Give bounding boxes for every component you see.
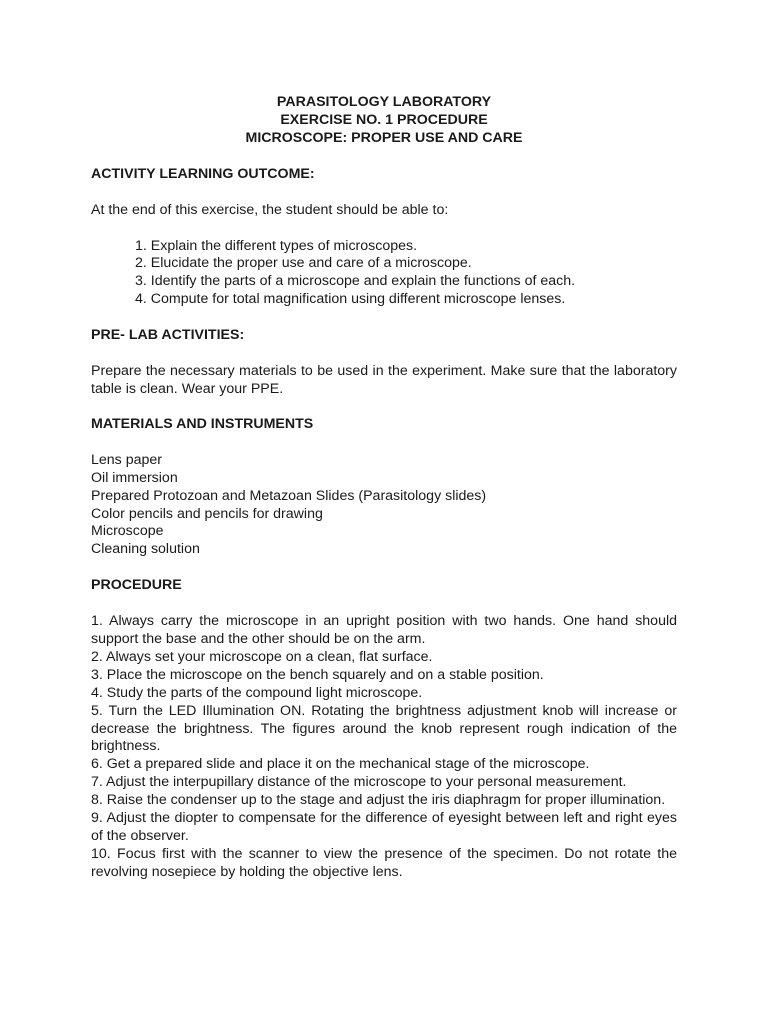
procedure-step: 1. Always carry the microscope in an upright position with two hands. One hand should support the base and the other should be on the arm.: [91, 613, 677, 648]
procedure-step: 6. Get a prepared slide and place it on the mechanical stage of the microscope.: [91, 756, 590, 773]
learning-outcome-list: [91, 238, 677, 310]
procedure-step: 10. Focus first with the scanner to view the presence of the specimen. Do not rotate the revolving nosepiece by holding the objective lens.: [91, 845, 677, 880]
procedure-heading: PROCEDURE: [91, 577, 182, 594]
learning-outcome-intro: At the end of this exercise, the student should be able to:: [91, 201, 449, 218]
pre-lab-heading: PRE- LAB ACTIVITIES:: [91, 327, 245, 344]
materials-heading: MATERIALS AND INSTRUMENTS: [91, 415, 314, 432]
materials-list: [91, 452, 677, 559]
list-item: 4. Compute for total magnification using different microscope lenses.: [135, 291, 566, 308]
list-item: Cleaning solution: [91, 541, 200, 558]
procedure-step: 9. Adjust the diopter to compensate for the difference of eyesight between left and right eyes of the observer.: [91, 810, 677, 844]
list-item: 2. Elucidate the proper use and care of a microscope.: [135, 255, 472, 272]
procedure-step: 7. Adjust the interpupillary distance of the microscope to your personal measurement.: [91, 774, 627, 791]
list-item: 1. Explain the different types of microscopes.: [135, 237, 418, 254]
procedure-step: 8. Raise the condenser up to the stage and adjust the iris diaphragm for proper illumination.: [91, 792, 666, 809]
procedure-step: 5. Turn the LED Illumination ON. Rotating the brightness adjustment knob will increase or decrease the brightness. The figures around the knob represent rough indication of the brightness.: [91, 702, 677, 755]
procedure-steps: [91, 613, 677, 882]
pre-lab-text: Prepare the necessary materials to be used in the experiment. Make sure that the laboratory table is clean. Wear your PPE.: [91, 363, 677, 397]
list-item: Lens paper: [91, 451, 162, 468]
title-line-3: MICROSCOPE: PROPER USE AND CARE: [245, 129, 523, 146]
list-item: Microscope: [91, 523, 164, 540]
procedure-step: 4. Study the parts of the compound light microscope.: [91, 684, 423, 701]
list-item: 3. Identify the parts of a microscope and explain the functions of each.: [135, 273, 576, 290]
list-item: Color pencils and pencils for drawing: [91, 505, 323, 522]
title-line-1: PARASITOLOGY LABORATORY: [276, 94, 492, 110]
procedure-step: 3. Place the microscope on the bench squarely and on a stable position.: [91, 666, 544, 683]
document-title: [91, 94, 677, 148]
procedure-step: 2. Always set your microscope on a clean, flat surface.: [91, 648, 433, 665]
list-item: Prepared Protozoan and Metazoan Slides (Parasitology slides): [91, 487, 487, 504]
learning-outcome-heading: ACTIVITY LEARNING OUTCOME:: [91, 165, 315, 182]
title-line-2: EXERCISE NO. 1 PROCEDURE: [280, 111, 488, 128]
list-item: Oil immersion: [91, 469, 178, 486]
